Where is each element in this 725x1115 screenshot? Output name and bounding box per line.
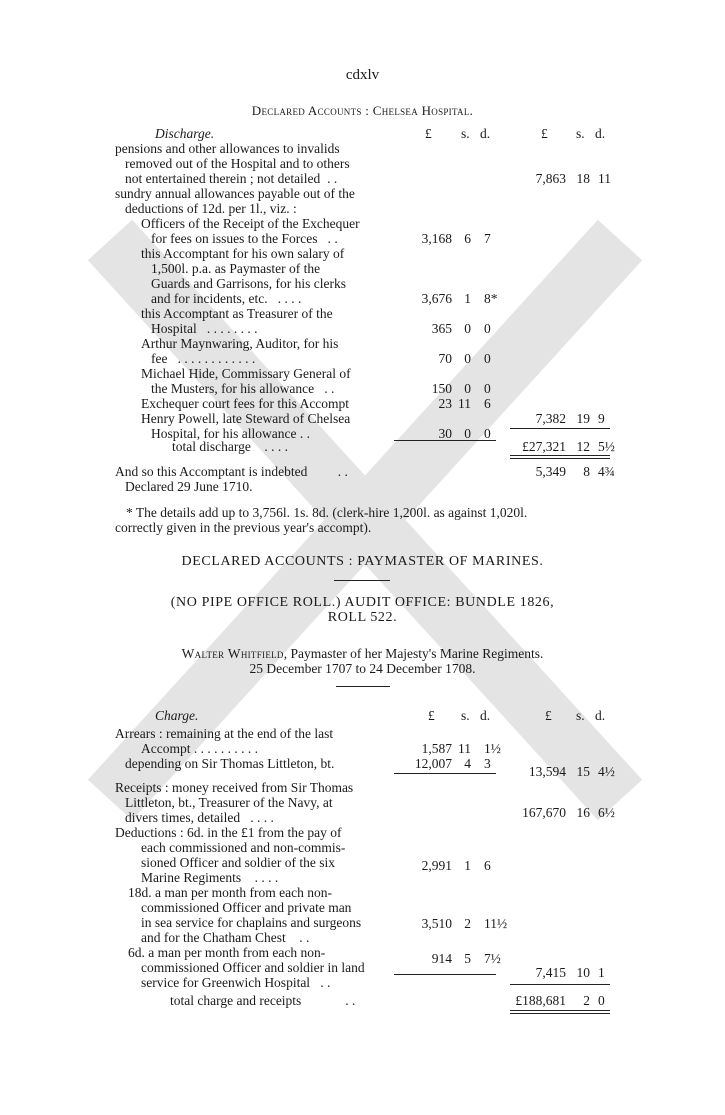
amount-pounds: 12,007 xyxy=(414,756,452,771)
col-pounds-2: £ xyxy=(541,126,548,141)
subtotal-rule xyxy=(394,974,496,975)
text-line: removed out of the Hospital and to others xyxy=(125,156,350,171)
amount-pounds: 23 xyxy=(438,396,452,411)
amount-shillings: 18 xyxy=(576,171,590,186)
col-pence-2: d. xyxy=(595,708,606,723)
subtotal-rule xyxy=(394,440,496,441)
text-line: each commissioned and non-commis- xyxy=(141,840,346,855)
amount-shillings: 1 xyxy=(464,291,471,306)
amount-pounds: 3,510 xyxy=(421,916,452,931)
text-line: 18d. a man per month from each non- xyxy=(128,885,332,900)
col-shillings-2: s. xyxy=(576,708,585,723)
col-pounds-1: £ xyxy=(425,126,432,141)
amount-pence: 3 xyxy=(484,756,491,771)
amount-pounds: 7,382 xyxy=(535,411,566,426)
amount-pounds: 5,349 xyxy=(535,464,566,479)
text-line xyxy=(141,975,330,990)
col-pence-2: d. xyxy=(595,126,606,141)
text-line xyxy=(141,870,278,885)
col-shillings-1: s. xyxy=(461,126,470,141)
col-shillings-1: s. xyxy=(461,708,470,723)
text-line: Littleton, bt., Treasurer of the Navy, at xyxy=(125,795,333,810)
text-line-part: total charge and receipts xyxy=(170,993,302,1008)
accountant-name: Walter Whitfield xyxy=(181,646,284,661)
charge-heading: Charge. xyxy=(155,708,199,723)
amount-pence: 11½ xyxy=(484,916,508,931)
col-pence-1: d. xyxy=(480,708,491,723)
amount-pence: 7½ xyxy=(484,951,501,966)
text-line: Deductions : 6d. in the £1 from the pay of xyxy=(115,825,342,840)
running-head-part-b: Chelsea Hospital. xyxy=(372,103,474,118)
amount-pounds: £27,321 xyxy=(522,439,566,454)
text-line: Declared 29 June 1710. xyxy=(125,479,253,494)
text-line: deductions of 12d. per 1l., viz. : xyxy=(125,201,297,216)
text-line: Guards and Garrisons, for his clerks xyxy=(151,276,346,291)
text-line: Arrears : remaining at the end of the last xyxy=(115,726,334,741)
amount-pence: 1½ xyxy=(484,741,501,756)
amount-pence: 6 xyxy=(484,858,491,873)
text-line-part: total discharge xyxy=(172,439,251,454)
text-line: sundry annual allowances payable out of the xyxy=(115,186,355,201)
amount-pence: 4½ xyxy=(598,764,615,779)
amount-pence: 6½ xyxy=(598,805,615,820)
text-line-part: and for the Chatham Chest xyxy=(141,930,286,945)
text-line-part: the Musters, for his allowance xyxy=(151,381,315,396)
text-line xyxy=(125,171,337,186)
amount-pounds: 914 xyxy=(431,951,452,966)
amount-shillings: 6 xyxy=(464,231,471,246)
text-line: Henry Powell, late Steward of Chelsea xyxy=(141,411,351,426)
text-line-part: for fees on issues to the Forces xyxy=(151,231,318,246)
text-line: Arthur Maynwaring, Auditor, for his xyxy=(141,336,339,351)
amount-pounds: 365 xyxy=(431,321,452,336)
amount-shillings: 11 xyxy=(458,741,471,756)
amount-pence: 1 xyxy=(598,965,605,980)
text-line: depending on Sir Thomas Littleton, bt. xyxy=(125,756,335,771)
text-line: in sea service for chaplains and surgeons xyxy=(141,915,362,930)
text-line-part: divers times, detailed xyxy=(125,810,241,825)
amount-shillings: 12 xyxy=(576,439,590,454)
leader-dots: . . . . . . . . . . . . xyxy=(177,351,256,366)
text-line: 1,500l. p.a. as Paymaster of the xyxy=(151,261,321,276)
text-line xyxy=(172,439,288,454)
text-line xyxy=(151,351,255,366)
page-number: cdxlv xyxy=(345,67,380,83)
amount-pence: 11 xyxy=(598,171,611,186)
section-title: DECLARED ACCOUNTS : PAYMASTER OF MARINES. xyxy=(181,554,544,569)
amount-shillings: 0 xyxy=(464,381,471,396)
amount-pence: 0 xyxy=(484,321,491,336)
text-line-part: Accompt xyxy=(141,741,191,756)
period-rule xyxy=(336,686,390,687)
amount-pence: 6 xyxy=(484,396,491,411)
amount-shillings: 0 xyxy=(464,426,471,441)
amount-pence: 5½ xyxy=(598,439,615,454)
text-line xyxy=(151,291,301,306)
text-line: Officers of the Receipt of the Exchequer xyxy=(141,216,360,231)
text-line-part: service for Greenwich Hospital xyxy=(141,975,311,990)
col-pounds-2: £ xyxy=(545,708,552,723)
text-line-part: And so this Accomptant is indebted xyxy=(115,464,308,479)
text-line: commissioned Officer and private man xyxy=(141,900,352,915)
amount-pounds: 3,676 xyxy=(421,291,452,306)
running-head xyxy=(0,103,725,118)
amount-shillings: 8 xyxy=(583,464,590,479)
text-line xyxy=(151,321,258,336)
double-rule-bottom xyxy=(510,1013,610,1014)
text-line: 6d. a man per month from each non- xyxy=(128,945,326,960)
leader-dots: . . . . xyxy=(277,291,302,306)
amount-pence: 8* xyxy=(484,291,498,306)
leader-dots: . . xyxy=(327,171,338,186)
amount-pence: 4¾ xyxy=(598,464,615,479)
amount-pence: 7 xyxy=(484,231,491,246)
text-line-part: fee xyxy=(151,351,168,366)
text-line-part: Marine Regiments xyxy=(141,870,242,885)
amount-pounds: 167,670 xyxy=(522,805,566,820)
accountant-line xyxy=(0,646,725,661)
amount-shillings: 2 xyxy=(583,993,590,1008)
text-line xyxy=(141,930,309,945)
col-pence-1: d. xyxy=(480,126,491,141)
amount-pence: 0 xyxy=(484,351,491,366)
leader-dots: . . xyxy=(345,993,356,1008)
running-head-separator: : xyxy=(365,103,370,118)
text-line-part: and for incidents, etc. xyxy=(151,291,268,306)
sum-rule xyxy=(510,984,610,985)
amount-pounds: 1,587 xyxy=(421,741,452,756)
leader-dots: . . . . xyxy=(250,810,274,825)
leader-dots: . . xyxy=(324,381,335,396)
accountant-description: , Paymaster of her Majesty's Marine Regiments. xyxy=(283,646,544,661)
double-rule-top xyxy=(510,1010,610,1011)
leader-dots: . . xyxy=(337,464,348,479)
col-pounds-1: £ xyxy=(428,708,435,723)
text-line: Michael Hide, Commissary General of xyxy=(141,366,351,381)
title-rule xyxy=(334,580,390,581)
accounting-period: 25 December 1707 to 24 December 1708. xyxy=(249,661,476,676)
text-line-part: not entertained therein ; not detailed xyxy=(125,171,321,186)
text-line xyxy=(151,381,334,396)
text-line xyxy=(170,993,355,1008)
leader-dots: . . xyxy=(320,975,331,990)
amount-pounds: 7,415 xyxy=(535,965,566,980)
amount-pence: 0 xyxy=(598,993,605,1008)
leader-dots: . . xyxy=(327,231,338,246)
amount-shillings: 5 xyxy=(464,951,471,966)
text-line: pensions and other allowances to invalids xyxy=(115,141,340,156)
amount-shillings: 16 xyxy=(576,805,590,820)
amount-pounds: £188,681 xyxy=(515,993,566,1008)
text-line xyxy=(115,464,348,479)
text-line xyxy=(125,810,274,825)
amount-pounds: 7,863 xyxy=(535,171,566,186)
amount-pounds: 2,991 xyxy=(421,858,452,873)
leader-dots: . . xyxy=(299,930,310,945)
amount-pence: 0 xyxy=(484,426,491,441)
text-line: sioned Officer and soldier of the six xyxy=(141,855,335,870)
amount-shillings: 11 xyxy=(458,396,471,411)
footnote: correctly given in the previous year's accompt). xyxy=(115,520,372,535)
amount-shillings: 4 xyxy=(464,756,471,771)
amount-shillings: 10 xyxy=(576,965,590,980)
amount-shillings: 0 xyxy=(464,321,471,336)
double-rule-bottom xyxy=(510,458,610,459)
footnote: * The details add up to 3,756l. 1s. 8d. (clerk-hire 1,200l. as against 1,020l. xyxy=(126,505,528,520)
text-line: this Accomptant for his own salary of xyxy=(141,246,345,261)
amount-pounds: 13,594 xyxy=(528,764,566,779)
amount-pence: 0 xyxy=(484,381,491,396)
amount-pounds: 3,168 xyxy=(421,231,452,246)
text-line xyxy=(141,741,258,756)
amount-shillings: 0 xyxy=(464,351,471,366)
amount-shillings: 15 xyxy=(576,764,590,779)
amount-shillings: 19 xyxy=(576,411,590,426)
col-shillings-2: s. xyxy=(576,126,585,141)
amount-pounds: 150 xyxy=(431,381,452,396)
running-head-part-a: Declared Accounts xyxy=(251,103,362,118)
text-line: commissioned Officer and soldier in land xyxy=(141,960,365,975)
text-line: Receipts : money received from Sir Thomas xyxy=(115,780,354,795)
leader-dots: . . xyxy=(299,426,310,441)
text-line-part: Hospital, for his allowance xyxy=(151,426,297,441)
text-line xyxy=(151,231,338,246)
discharge-heading: Discharge. xyxy=(155,126,215,141)
text-line: Exchequer court fees for this Accompt xyxy=(141,396,350,411)
amount-shillings: 2 xyxy=(464,916,471,931)
amount-shillings: 1 xyxy=(464,858,471,873)
sum-rule xyxy=(510,428,610,429)
leader-dots: . . . . . . . . xyxy=(206,321,258,336)
section-subtitle: (NO PIPE OFFICE ROLL.) AUDIT OFFICE: BUNDLE 1826, xyxy=(170,595,555,610)
double-rule-top xyxy=(510,455,610,456)
amount-pence: 9 xyxy=(598,411,605,426)
leader-dots: . . . . xyxy=(254,870,279,885)
text-line-part: Hospital xyxy=(151,321,197,336)
amount-pounds: 30 xyxy=(438,426,452,441)
leader-dots: . . . . xyxy=(264,439,288,454)
section-subtitle: ROLL 522. xyxy=(327,610,398,625)
text-line: this Accomptant as Treasurer of the xyxy=(141,306,333,321)
leader-dots: . . . . . . . . . . xyxy=(193,741,258,756)
subtotal-rule xyxy=(394,773,496,774)
amount-pounds: 70 xyxy=(438,351,452,366)
